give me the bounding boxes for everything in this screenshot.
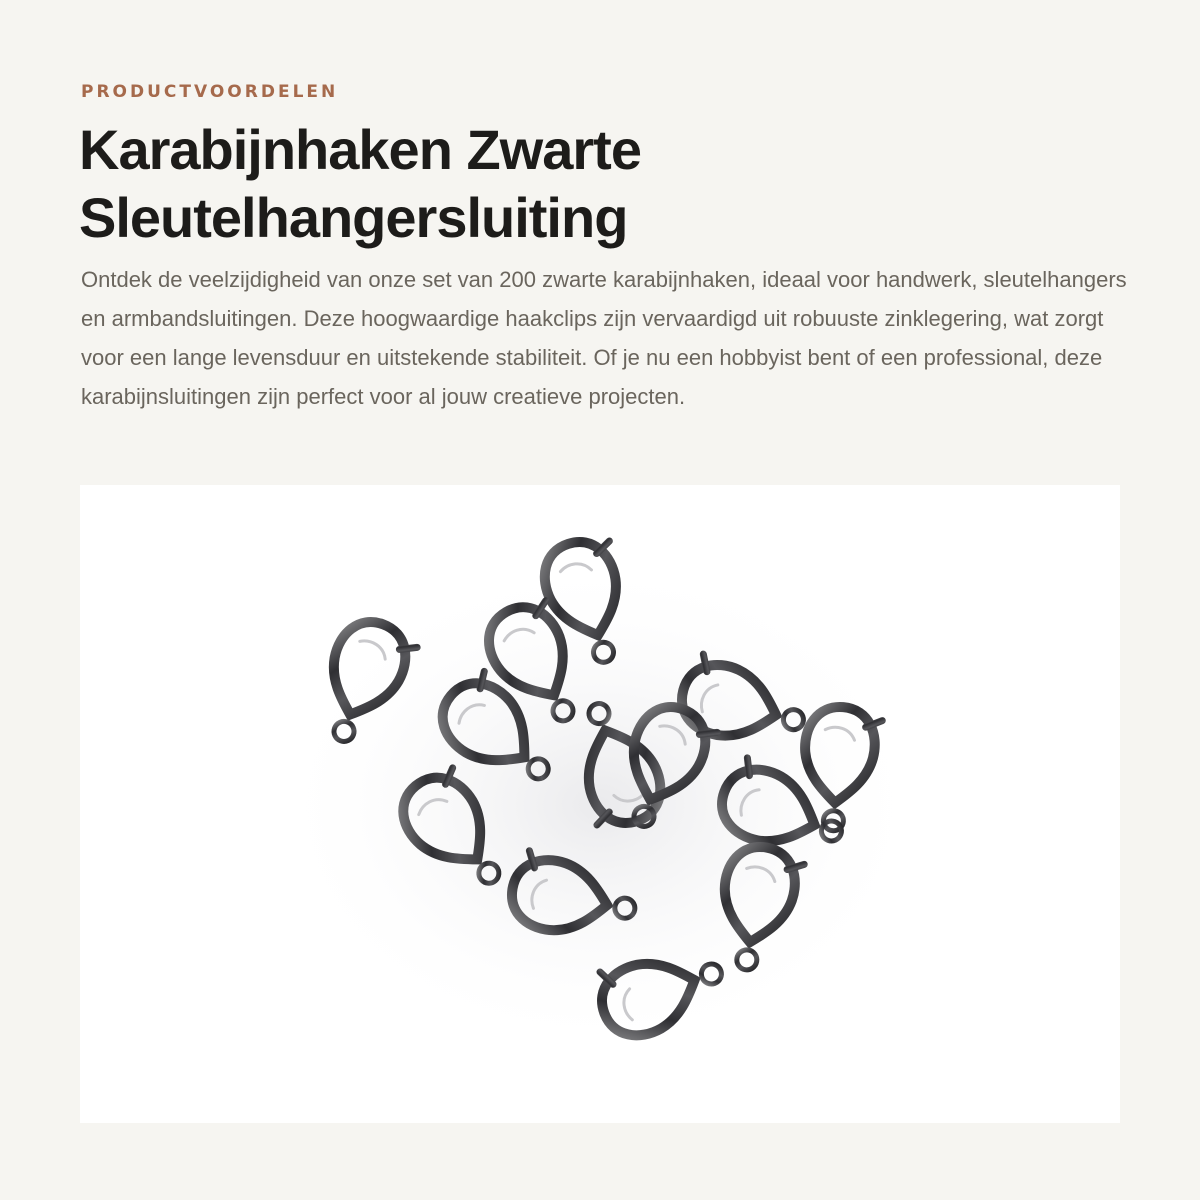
- product-description: Ontdek de veelzijdigheid van onze set van 200 zwarte karabijnhaken, ideaal voor handwerk, sleutelhangers en armbandsluitingen. Deze hoogwaardige haakclips zijn vervaardigd uit robuuste zinklegering, wat zorgt voor een lange levensduur en uitstekende stabiliteit. Of je nu een hobbyist bent of een professional, deze karabijnsluitingen zijn perfect voor al jouw creatieve projecten.: [81, 267, 1127, 409]
- product-title: Karabijnhaken Zwarte Sleutelhangersluiting: [79, 118, 641, 249]
- section-eyebrow: PRODUCTVOORDELEN: [81, 82, 339, 102]
- lobster-clasp-photo-icon: [80, 485, 1120, 1123]
- product-photo: [80, 485, 1120, 1123]
